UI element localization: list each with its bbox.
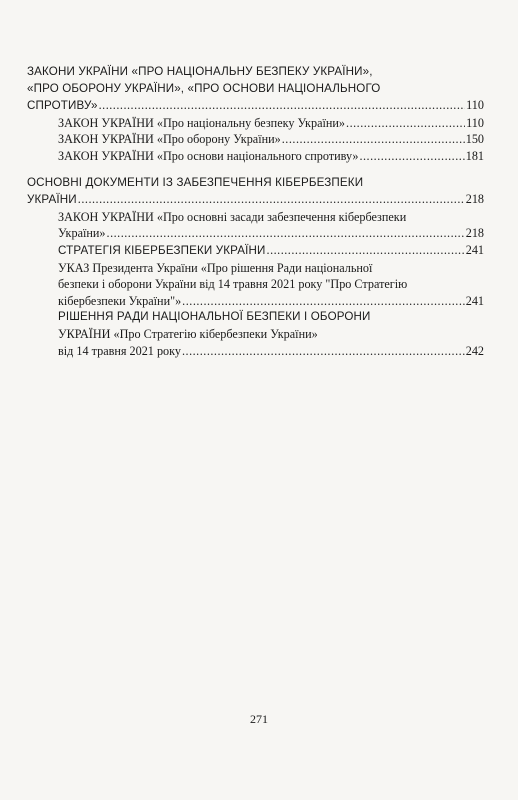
toc-subentry — [27, 115, 484, 132]
toc-subentry — [27, 131, 484, 148]
toc-page-number: 218 — [465, 226, 484, 241]
toc-line: УКРАЇНИ — [27, 193, 77, 207]
toc-line: ОСНОВНІ ДОКУМЕНТИ ІЗ ЗАБЕЗПЕЧЕННЯ КІБЕРБЕЗПЕКИ — [27, 175, 364, 189]
toc-line: ЗАКОНИ УКРАЇНИ «ПРО НАЦІОНАЛЬНУ БЕЗПЕКУ УКРАЇНИ», — [27, 65, 373, 78]
table-of-contents — [27, 64, 484, 359]
toc-line: РІШЕННЯ РАДИ НАЦІОНАЛЬНОЇ БЕЗПЕКИ І ОБОРОНИ — [58, 310, 371, 324]
toc-page-number: 150 — [465, 132, 484, 147]
toc-line: УКРАЇНИ «Про Стратегію кібербезпеки України» — [58, 326, 318, 341]
page-number: 271 — [250, 712, 268, 726]
toc-line: від 14 травня 2021 року — [58, 343, 181, 358]
toc-section — [27, 175, 484, 209]
toc-leader — [267, 242, 465, 259]
toc-subentry — [27, 209, 484, 242]
toc-line: ЗАКОН УКРАЇНИ «Про національну безпеку України» — [58, 115, 346, 130]
toc-entry-last-line — [27, 97, 484, 115]
toc-line: ЗАКОН УКРАЇНИ «Про оборону України» — [58, 132, 281, 147]
toc-subentry — [27, 242, 484, 260]
toc-entry-last-line — [58, 225, 484, 242]
toc-line: України» — [58, 226, 106, 241]
toc-entry-last-line — [27, 191, 484, 209]
toc-entry-last-line — [58, 131, 484, 148]
toc-subentry — [27, 309, 484, 359]
toc-page-number: 241 — [465, 293, 484, 308]
toc-entry-last-line — [58, 115, 484, 132]
toc-line: СТРАТЕГІЯ КІБЕРБЕЗПЕКИ УКРАЇНИ — [58, 243, 266, 257]
toc-line: УКАЗ Президента України «Про рішення Ради національної — [58, 260, 373, 275]
toc-leader — [182, 293, 465, 310]
toc-subentry — [27, 148, 484, 165]
toc-entry-last-line — [58, 343, 484, 360]
toc-entry-last-line — [58, 242, 484, 260]
toc-page-number: 110 — [466, 98, 484, 113]
toc-line: ЗАКОН УКРАЇНИ «Про основні засади забезпечення кібербезпеки — [58, 209, 407, 224]
toc-section — [27, 64, 484, 115]
toc-line: СПРОТИВУ» — [27, 99, 98, 113]
toc-leader — [78, 191, 465, 208]
toc-page-number: 110 — [466, 115, 484, 130]
toc-leader — [107, 225, 465, 242]
toc-page-number: 242 — [465, 343, 484, 358]
toc-leader — [182, 343, 465, 360]
toc-subentry — [27, 260, 484, 310]
toc-entry-last-line — [58, 293, 484, 310]
toc-line: безпеки і оборони України від 14 травня 2021 року "Про Стратегію — [58, 277, 408, 292]
toc-page-number: 218 — [465, 192, 484, 207]
toc-page-number: 181 — [465, 148, 484, 163]
toc-page-number: 241 — [465, 242, 484, 257]
toc-entry-last-line — [58, 148, 484, 165]
toc-leader — [346, 115, 465, 132]
toc-leader — [282, 131, 465, 148]
toc-line: ЗАКОН УКРАЇНИ «Про основи національного спротиву» — [58, 148, 359, 163]
toc-line: кібербезпеки України"» — [58, 293, 182, 308]
toc-leader — [359, 148, 464, 165]
toc-line: «ПРО ОБОРОНУ УКРАЇНИ», «ПРО ОСНОВИ НАЦІОНАЛЬНОГО — [27, 81, 381, 95]
toc-leader — [99, 97, 466, 114]
